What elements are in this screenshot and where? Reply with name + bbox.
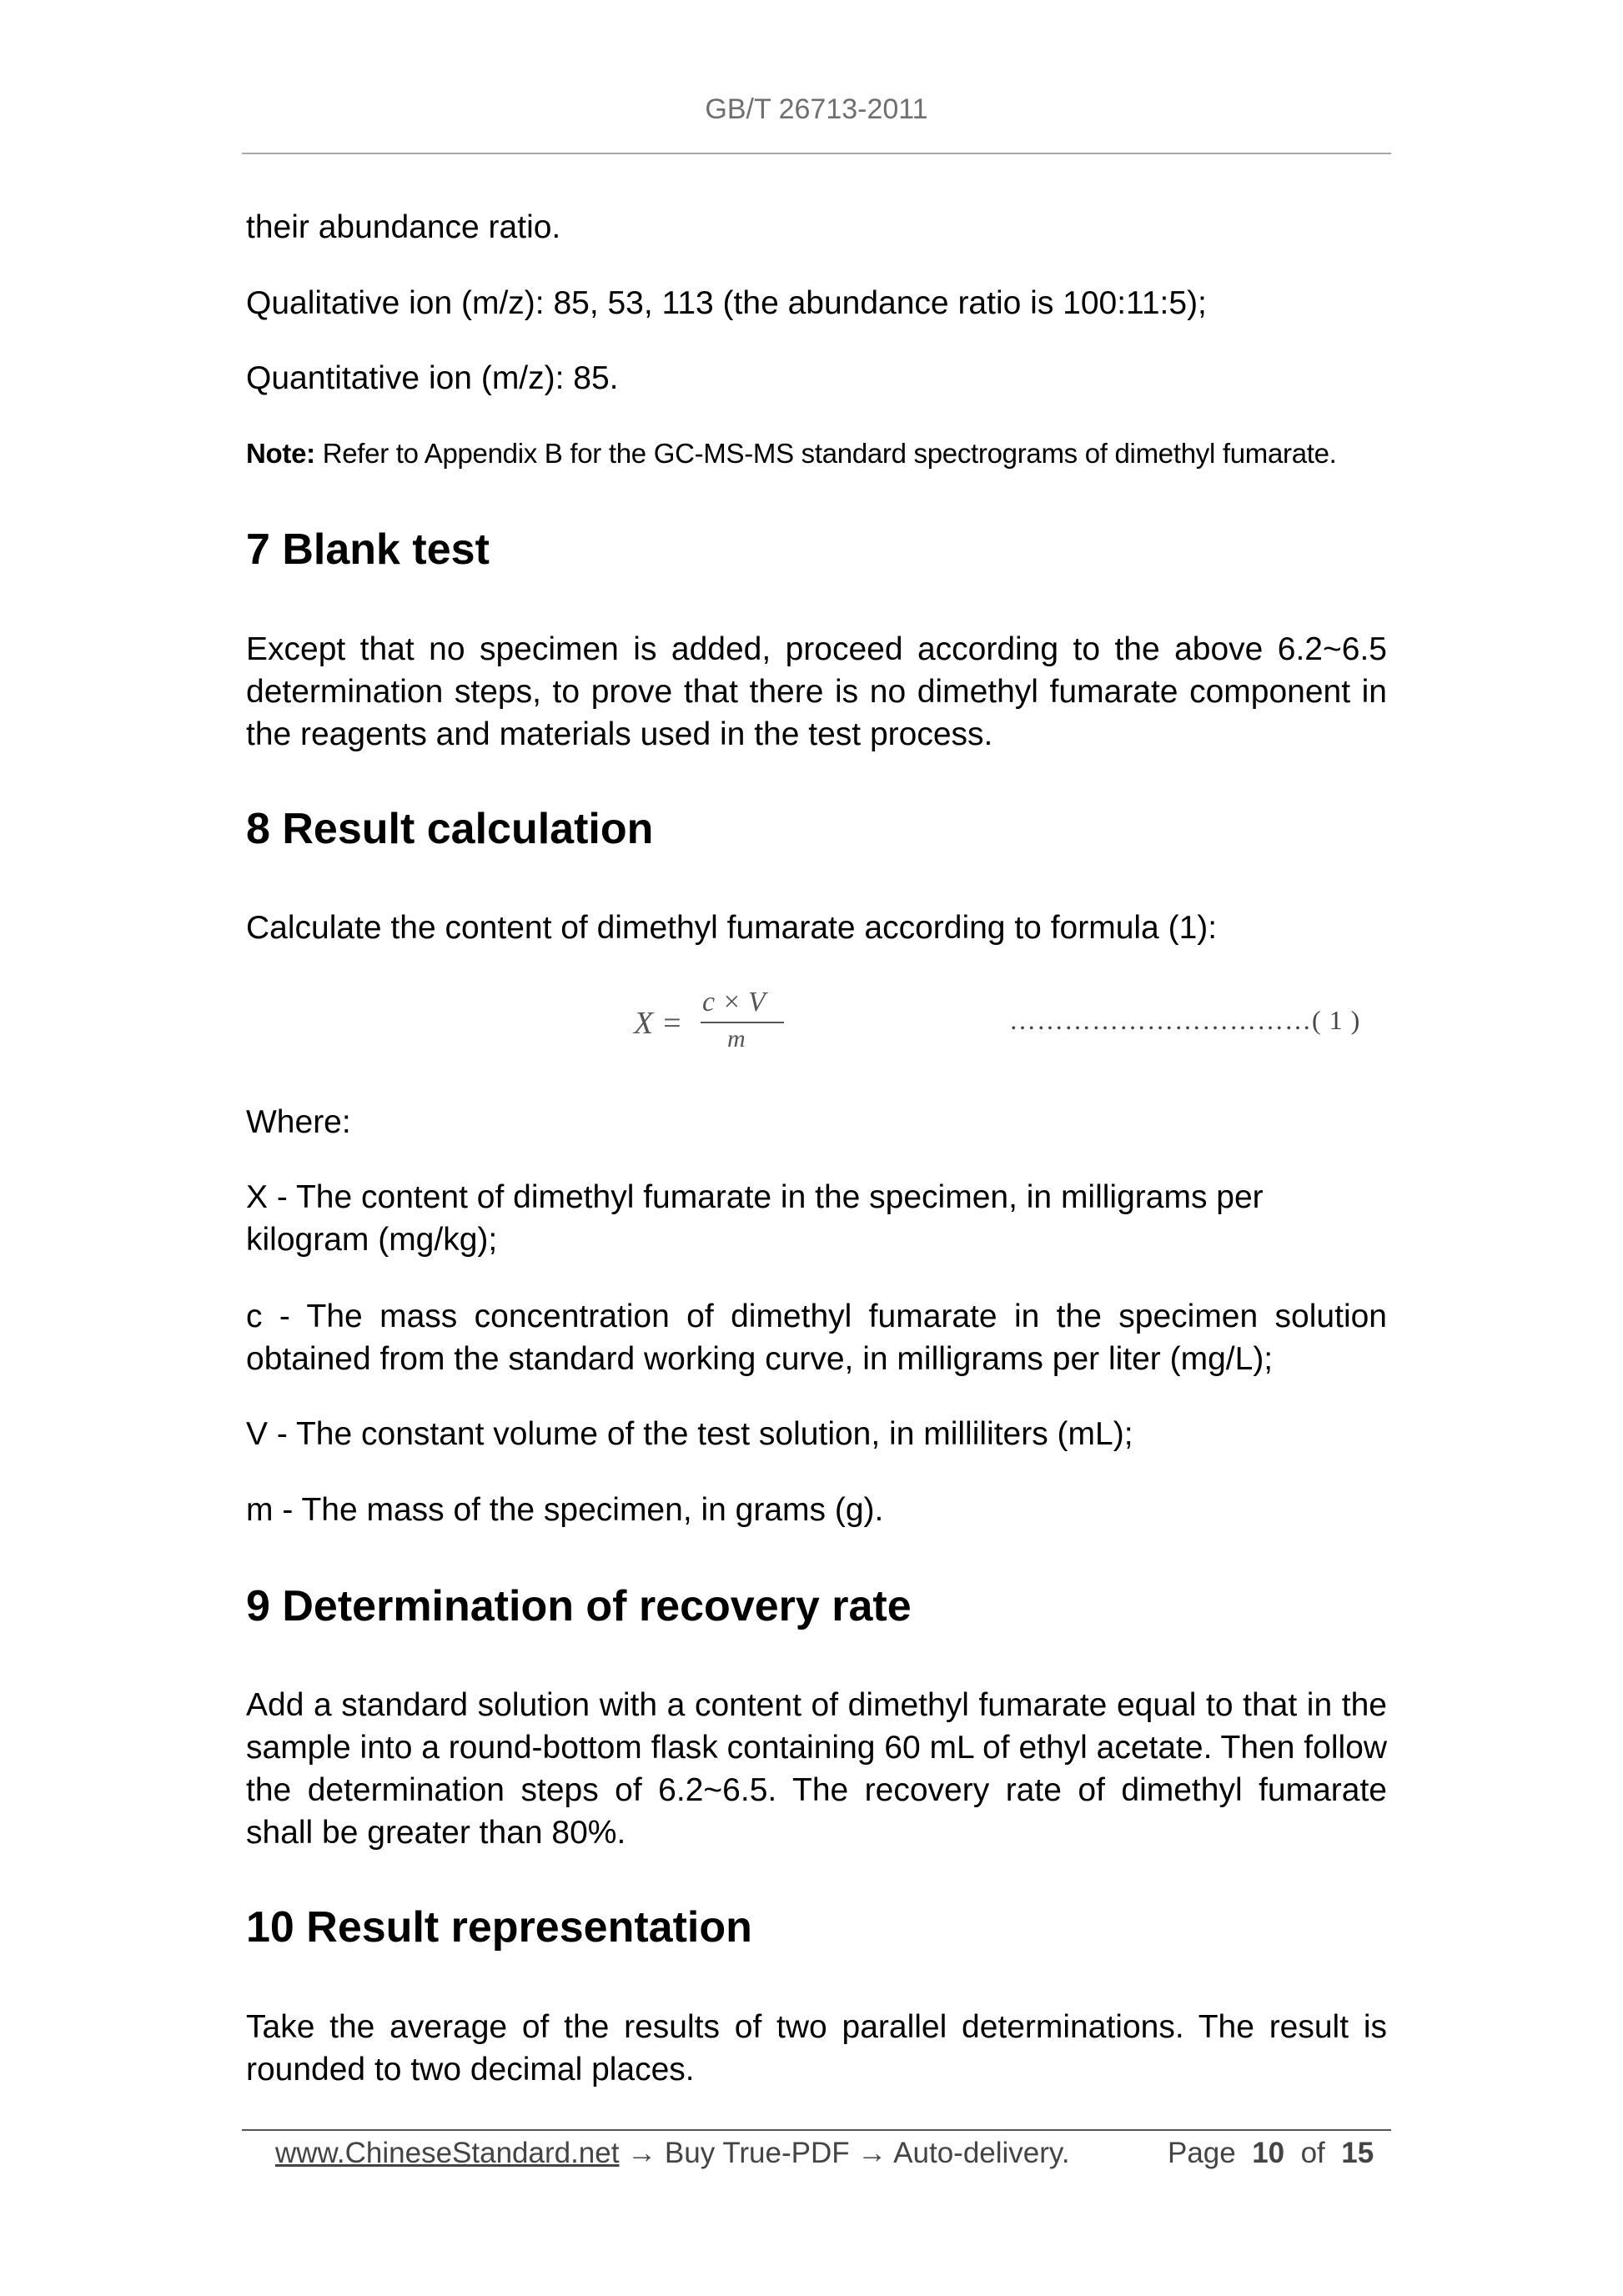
paragraph-continuation: their abundance ratio. (246, 209, 561, 245)
section-9-paragraph: Add a standard solution with a content of dimethyl fumarate equal to that in the sample into a round-bottom flask containing 60 mL of ethyl acetate. Then follow the determination steps of 6.2~6.5. The recovery rate of dimethyl fumarate shall be greater than 80%. (246, 1687, 1387, 1851)
paragraph-quantitative-ion: Quantitative ion (m/z): 85. (246, 360, 619, 396)
fraction-bar (701, 1022, 784, 1023)
promo-text: → Buy True-PDF → Auto-delivery. (619, 2137, 1070, 2169)
note (246, 437, 1414, 470)
section-10-paragraph: Take the average of the results of two parallel determinations. The result is rounded to two decimal places. (246, 2009, 1387, 2088)
equation-number: ……………………………( 1 ) (1009, 1005, 1361, 1035)
formula-numerator: c × V (702, 987, 766, 1017)
formula-denominator: m (727, 1025, 746, 1053)
section-heading-8: 8 Result calculation (246, 805, 654, 853)
where-label: Where: (246, 1104, 351, 1140)
page-total: 15 (1341, 2137, 1374, 2169)
definition-X: X - The content of dimethyl fumarate in the specimen, in milligrams per kilogram (mg/kg); (246, 1179, 1264, 1258)
document-code-header: GB/T 26713-2011 (705, 93, 928, 125)
definition-V: V - The constant volume of the test solution, in milliliters (mL); (246, 1416, 1133, 1452)
site-link[interactable]: www.ChineseStandard.net (275, 2137, 620, 2169)
note-label: Note: (246, 438, 315, 469)
formula-1 (634, 987, 792, 1062)
definition-m: m - The mass of the specimen, in grams (g). (246, 1492, 884, 1528)
note-text: Refer to Appendix B for the GC-MS-MS standard spectrograms of dimethyl fumarate. (314, 438, 1337, 469)
page-of: of (1300, 2137, 1325, 2169)
section-heading-10: 10 Result representation (246, 1903, 752, 1952)
definition-c: c - The mass concentration of dimethyl fumarate in the specimen solution obtained from the standard working curve, in milligrams per liter (mg/L); (246, 1299, 1387, 1377)
section-heading-7: 7 Blank test (246, 525, 490, 574)
section-heading-9: 9 Determination of recovery rate (246, 1582, 912, 1630)
footer-promo (275, 2137, 1070, 2170)
paragraph-qualitative-ion: Qualitative ion (m/z): 85, 53, 113 (the abundance ratio is 100:11:5); (246, 285, 1207, 321)
page-label: Page (1168, 2137, 1236, 2169)
page-current: 10 (1252, 2137, 1285, 2169)
section-8-intro: Calculate the content of dimethyl fumarate according to formula (1): (246, 910, 1218, 946)
footer-divider (242, 2129, 1391, 2131)
page-indicator (1168, 2137, 1374, 2170)
header-divider (242, 153, 1391, 154)
section-7-paragraph: Except that no specimen is added, proceed according to the above 6.2~6.5 determination steps, to prove that there is no dimethyl fumarate component in the reagents and materials used in the test process. (246, 631, 1387, 752)
formula-lhs: X = (634, 1006, 683, 1041)
